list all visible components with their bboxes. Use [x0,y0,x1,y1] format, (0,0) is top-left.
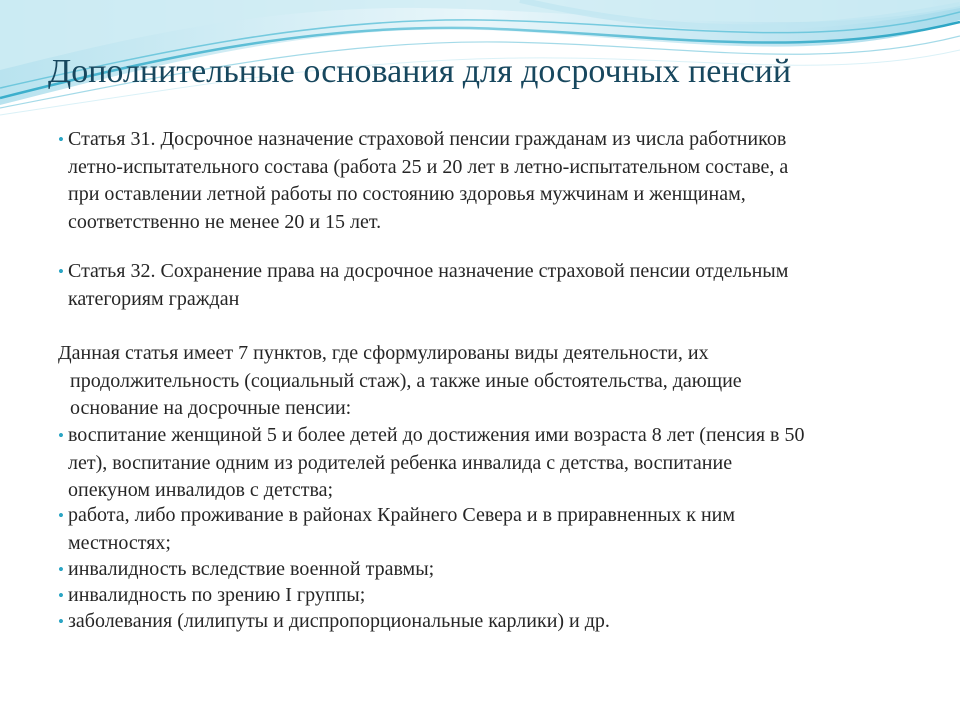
article-31-line: летно-испытательного состава (работа 25 и 20 лет в летно-испытательном составе, а [68,155,789,178]
list-item-line: опекуном инвалидов с детства; [68,479,334,501]
intro-line: основание на досрочные пенсии: [70,397,352,419]
list-item [68,582,365,610]
list-item-line: работа, либо проживание в районах Крайнего Севера и в приравненных к ним [68,504,736,526]
bullet-item-1: • [58,426,64,445]
bullet-item-3: • [58,560,64,579]
bullet-item-4: • [58,586,64,605]
list-item [68,608,610,636]
list-item-line: лет), воспитание одним из родителей ребенка инвалида с детства, воспитание [68,451,733,474]
article-31-line: соответственно не менее 20 и 15 лет. [68,210,382,233]
article-32-line: категориям граждан [68,287,240,310]
bullet-item-5: • [58,612,64,631]
list-item-line: заболевания (лилипуты и диспропорциональные карлики) и др. [68,610,610,632]
list-item-line: инвалидность по зрению I группы; [68,584,366,606]
list-item [68,556,434,584]
article-31-line: Статья 31. Досрочное назначение страховой пенсии гражданам из числа работников [68,128,787,150]
article-31-paragraph [68,126,788,236]
bullet-item-2: • [58,506,64,525]
bullet-article-32: • [58,262,64,281]
intro-line: Данная статья имеет 7 пунктов, где сформулированы виды деятельности, их [58,342,709,364]
slide-title: Дополнительные основания для досрочных пенсий [48,53,792,90]
list-item-line: воспитание женщиной 5 и более детей до достижения ими возраста 8 лет (пенсия в 50 [68,424,805,446]
list-item [68,422,804,505]
intro-paragraph [58,340,742,423]
list-item-line: инвалидность вследствие военной травмы; [68,558,435,580]
intro-line: продолжительность (социальный стаж), а также иные обстоятельства, дающие [70,369,742,392]
article-32-line: Статья 32. Сохранение права на досрочное назначение страховой пенсии отдельным [68,260,789,282]
article-31-line: при оставлении летной работы по состоянию здоровья мужчинам и женщинам, [68,183,746,205]
list-item-line: местностях; [68,531,171,554]
bullet-article-31: • [58,130,64,149]
list-item [68,502,735,557]
article-32-paragraph [68,258,788,313]
